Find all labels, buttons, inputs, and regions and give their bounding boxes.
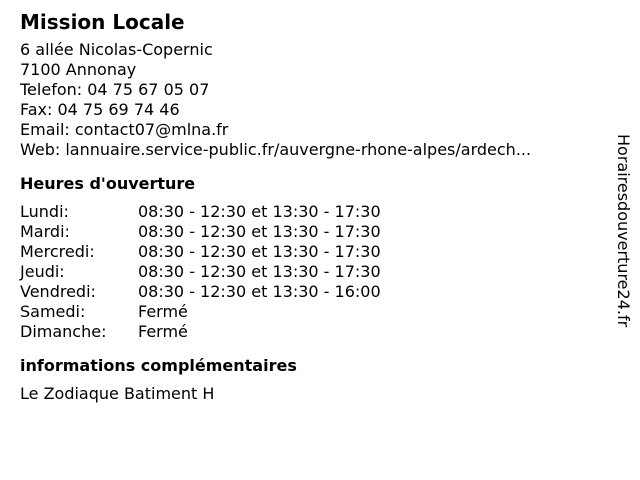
- hours-day: Mercredi:: [20, 242, 95, 261]
- site-watermark: Horairesdouverture24.fr: [614, 134, 633, 328]
- web-line: Web: lannuaire.service-public.fr/auvergne-rhone-alpes/ardech...: [20, 140, 532, 159]
- hours-day: Samedi:: [20, 302, 86, 321]
- city-address: 7100 Annonay: [20, 60, 137, 79]
- fax-line: Fax: 04 75 69 74 46: [20, 100, 180, 119]
- hours-time: 08:30 - 12:30 et 13:30 - 17:30: [138, 262, 381, 281]
- hours-day: Dimanche:: [20, 322, 107, 341]
- hours-time: 08:30 - 12:30 et 13:30 - 17:30: [138, 202, 381, 221]
- listing-card: [20, 10, 600, 404]
- page-title: Mission Locale: [20, 10, 185, 34]
- hours-time: 08:30 - 12:30 et 13:30 - 16:00: [138, 282, 381, 301]
- info-text: Le Zodiaque Batiment H: [20, 384, 215, 403]
- phone-line: Telefon: 04 75 67 05 07: [20, 80, 210, 99]
- hours-heading: Heures d'ouverture: [20, 174, 196, 193]
- hours-time: 08:30 - 12:30 et 13:30 - 17:30: [138, 242, 381, 261]
- info-heading: informations complémentaires: [20, 356, 297, 375]
- hours-time: Fermé: [138, 302, 188, 321]
- hours-day: Mardi:: [20, 222, 70, 241]
- hours-day: Lundi:: [20, 202, 69, 221]
- hours-day: Vendredi:: [20, 282, 96, 301]
- email-line: Email: contact07@mlna.fr: [20, 120, 229, 139]
- hours-time: Fermé: [138, 322, 188, 341]
- hours-day: Jeudi:: [20, 262, 65, 281]
- hours-table: [20, 202, 600, 342]
- hours-time: 08:30 - 12:30 et 13:30 - 17:30: [138, 222, 381, 241]
- street-address: 6 allée Nicolas-Copernic: [20, 40, 213, 59]
